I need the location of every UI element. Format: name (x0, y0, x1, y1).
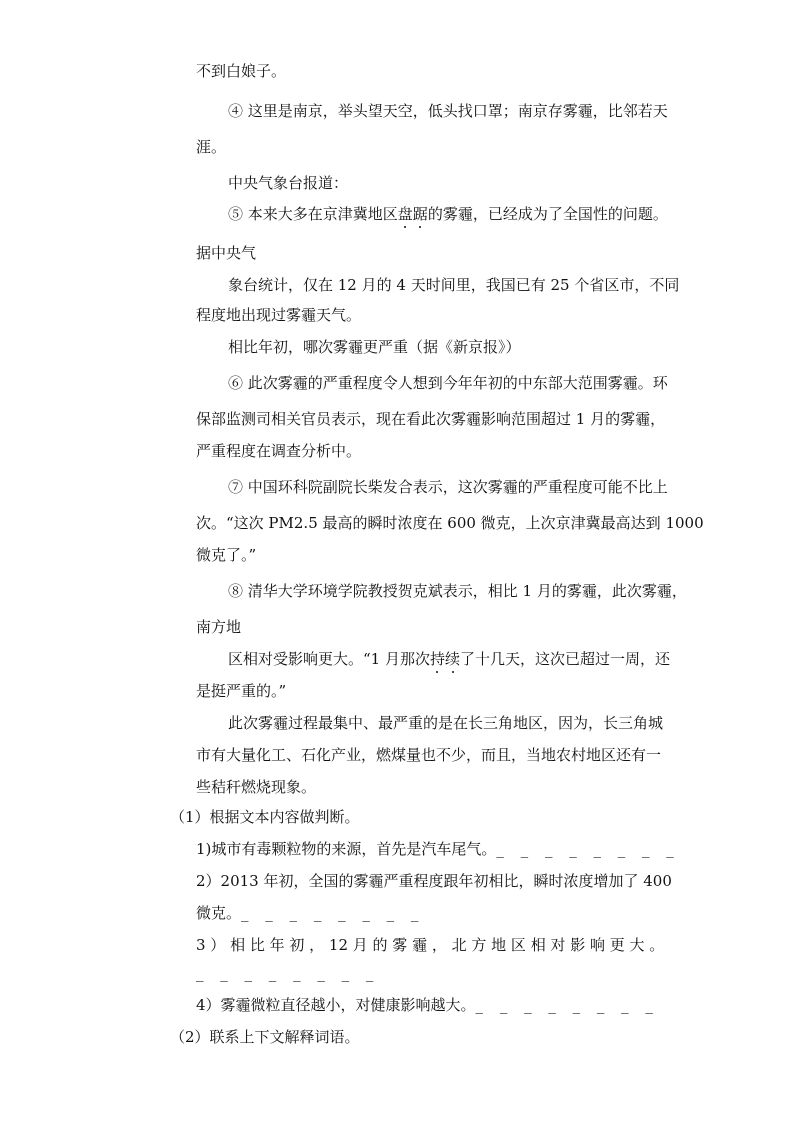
emphasized-char: 持 (429, 650, 445, 668)
text-line: 象台统计，仅在 12 月的 4 天时间里，我国已有 25 个省区市，不同 (228, 276, 680, 294)
text-line: 些秸秆燃烧现象。 (196, 778, 317, 796)
text-line: 程度地出现过雾霾天气。 (196, 306, 362, 324)
paragraph-6-line: ⑥ 此次雾霾的严重程度令人想到今年年初的中东部大范围雾霾。环 (228, 374, 668, 392)
question-1-2: 2）2013 年初，全国的雾霾严重程度跟年初相比，瞬时浓度增加了 400 (196, 872, 672, 890)
text-line: 是挺严重的。” (196, 682, 287, 700)
paragraph-5-line (228, 205, 668, 223)
section-heading: 中央气象台报道： (228, 174, 349, 192)
paragraph-line: 此次雾霾过程最集中、最严重的是在长三角地区，因为，长三角城 (228, 714, 664, 732)
text-span: 了十几天，这次已超过一周，还 (460, 650, 671, 668)
text-line: 微克了。” (196, 546, 257, 564)
question-text: 4）雾霾微粒直径越小，对健康影响越大。 (196, 996, 476, 1014)
emphasized-char: 续 (445, 650, 461, 668)
answer-line (196, 964, 379, 982)
text-line: 次。“这次 PM2.5 最高的瞬时浓度在 600 微克，上次京津冀最高达到 1000 (196, 514, 704, 532)
emphasized-char: 踞 (412, 205, 428, 223)
text-line: 不到白娘子。 (196, 62, 287, 80)
question-2-heading: （2）联系上下文解释词语。 (170, 1028, 360, 1046)
question-1-2-cont (196, 904, 424, 922)
paragraph-4-line: ④ 这里是南京，举头望天空，低头找口罩；南京存雾霾，比邻若天 (228, 102, 668, 120)
text-line: 市有大量化工、石化产业，燃煤量也不少，而且，当地农村地区还有一 (196, 746, 662, 764)
text-span: 区相对受影响更大。“1 月那次 (228, 650, 430, 668)
answer-blank[interactable]: _ _ _ _ _ _ _ _ (496, 840, 680, 858)
question-text: 微克。 (196, 904, 242, 922)
question-1-4 (196, 996, 659, 1014)
paragraph-7-line: ⑦ 中国环科院副院长柴发合表示，这次雾霾的严重程度可能不比上 (228, 478, 668, 496)
emphasized-char: 盘 (397, 205, 413, 223)
text-line: 据中央气 (196, 244, 257, 262)
text-line (228, 650, 670, 668)
answer-blank[interactable]: _ _ _ _ _ _ _ _ (241, 904, 425, 922)
answer-blank[interactable]: _ _ _ _ _ _ _ _ (475, 996, 659, 1014)
question-1-heading: （1）根据文本内容做判断。 (170, 808, 360, 826)
question-1-1 (196, 840, 680, 858)
paragraph-8-line: ⑧ 清华大学环境学院教授贺克斌表示，相比 1 月的雾霾，此次雾霾， (228, 582, 687, 600)
section-heading: 相比年初，哪次雾霾更严重（据《新京报》） (228, 338, 521, 356)
text-line: 严重程度在调查分析中。 (196, 442, 362, 460)
text-line: 涯。 (196, 138, 227, 156)
text-line: 南方地 (196, 618, 242, 636)
question-1-3: 3 ） 相 比 年 初 ， 12 月 的 雾 霾 ， 北 方 地 区 相 对 影 响 更 大 。 (196, 936, 665, 954)
text-span: ⑤ 本来大多在京津冀地区 (228, 205, 398, 223)
question-text: 1)城市有毒颗粒物的来源，首先是汽车尾气。 (196, 840, 497, 858)
text-line: 保部监测司相关官员表示，现在看此次雾霾影响范围超过 1 月的雾霾， (196, 410, 666, 428)
text-span: 的雾霾，已经成为了全国性的问题。 (427, 205, 668, 223)
answer-blank[interactable]: _ _ _ _ _ _ _ _ (196, 964, 380, 982)
